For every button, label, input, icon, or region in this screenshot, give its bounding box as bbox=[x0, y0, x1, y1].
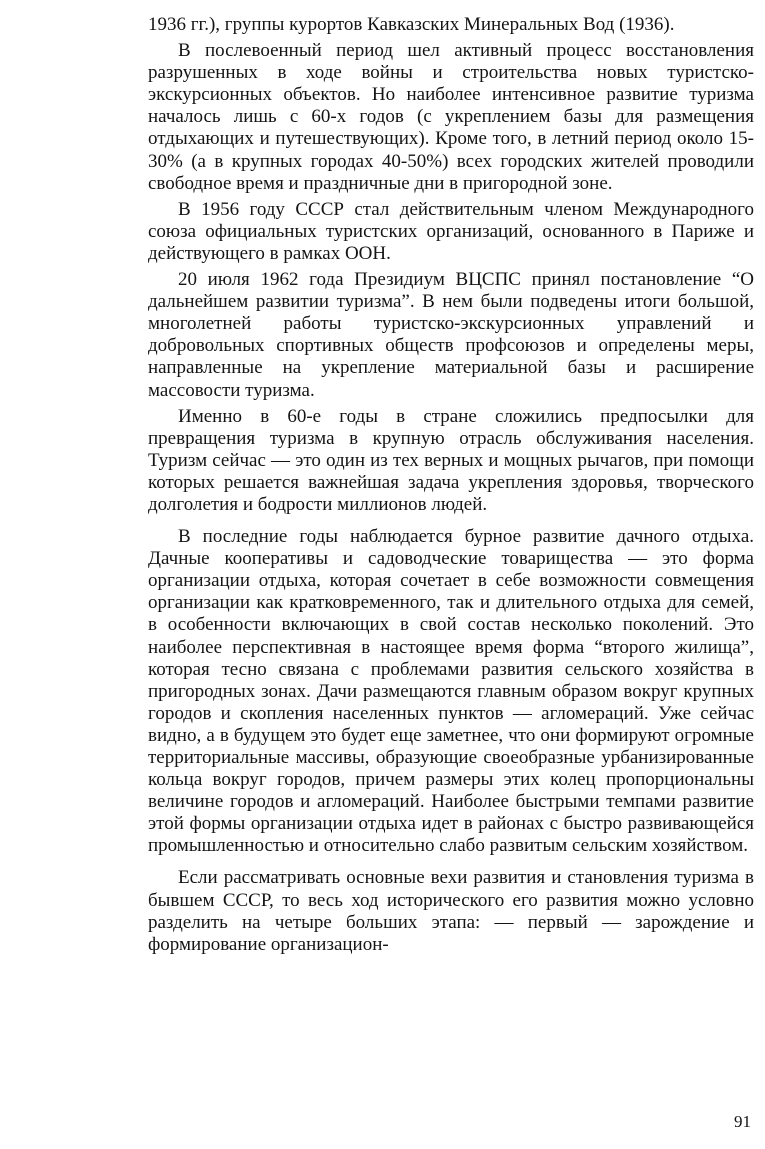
paragraph-continuation: 1936 гг.), группы курортов Кавказских Минеральных Вод (1936). bbox=[148, 14, 675, 35]
paragraph-1962: 20 июля 1962 года Президиум ВЦСПС принял постановление “О дальнейшем развитии туризма”. В нем были подведены итоги большой, многолетней работы туристско-экскурсионных управлений и добровольных спортивных обществ профсоюзов и определены меры, направленные на укрепление материальной базы и расширение массовости туризма. bbox=[148, 269, 754, 401]
paragraph-1956: В 1956 году СССР стал действительным членом Международного союза официальных туристских организаций, основанного в Париже и действующего в рамках ООН. bbox=[148, 198, 754, 264]
page-number: 91 bbox=[734, 1112, 751, 1131]
paragraph-postwar: В послевоенный период шел активный процесс восстановления разрушенных в ходе войны и строительства новых туристско-экскурсионных объектов. Но наиболее интенсивное развитие туризма началось лишь с 60-х годов (с укреплением базы для размещения отдыхающих и путешествующих). Кроме того, в летний период около 15-30% (а в крупных городах 40-50%) всех городских жителей проводили свободное время и праздничные дни в пригородной зоне. bbox=[148, 40, 754, 194]
paragraph-dacha: В последние годы наблюдается бурное развитие дачного отдыха. Дачные кооперативы и садоводческие товарищества — это форма организации отдыха, которая сочетает в себе возможности совмещения организации как кратковременного, так и длительного отдыха для семей, в особенности включающих в свой состав несколько поколений. Это наиболее перспективная в настоящее время форма “второго жилища”, которая тесно связана с проблемами развития сельского хозяйства в пригородных зонах. Дачи размещаются главным образом вокруг крупных городов и скопления населенных пунктов — агломераций. Уже сейчас видно, а в будущем это будет еще заметнее, что они формируют огромные территориальные массивы, образующие своеобразные урбанизированные кольца вокруг городов, причем размеры этих колец пропорциональны величине городов и агломераций. Наиболее быстрыми темпами развитие этой формы организации отдыха идет в районах с быстро развивающейся промышленностью и относительно слабо развитым сельским хозяйством. bbox=[148, 526, 754, 857]
page-body bbox=[148, 14, 754, 956]
paragraph-stages: Если рассматривать основные вехи развития и становления туризма в бывшем СССР, то весь ход исторического его развития можно условно разделить на четыре больших этапа: — первый — зарождение и формирование организацион- bbox=[148, 867, 754, 955]
paragraph-60s: Именно в 60-е годы в стране сложились предпосылки для превращения туризма в крупную отрасль обслуживания населения. Туризм сейчас — это один из тех верных и мощных рычагов, при помощи которых решается важнейшая задача укрепления здоровья, творческого долголетия и бодрости миллионов людей. bbox=[148, 405, 754, 515]
